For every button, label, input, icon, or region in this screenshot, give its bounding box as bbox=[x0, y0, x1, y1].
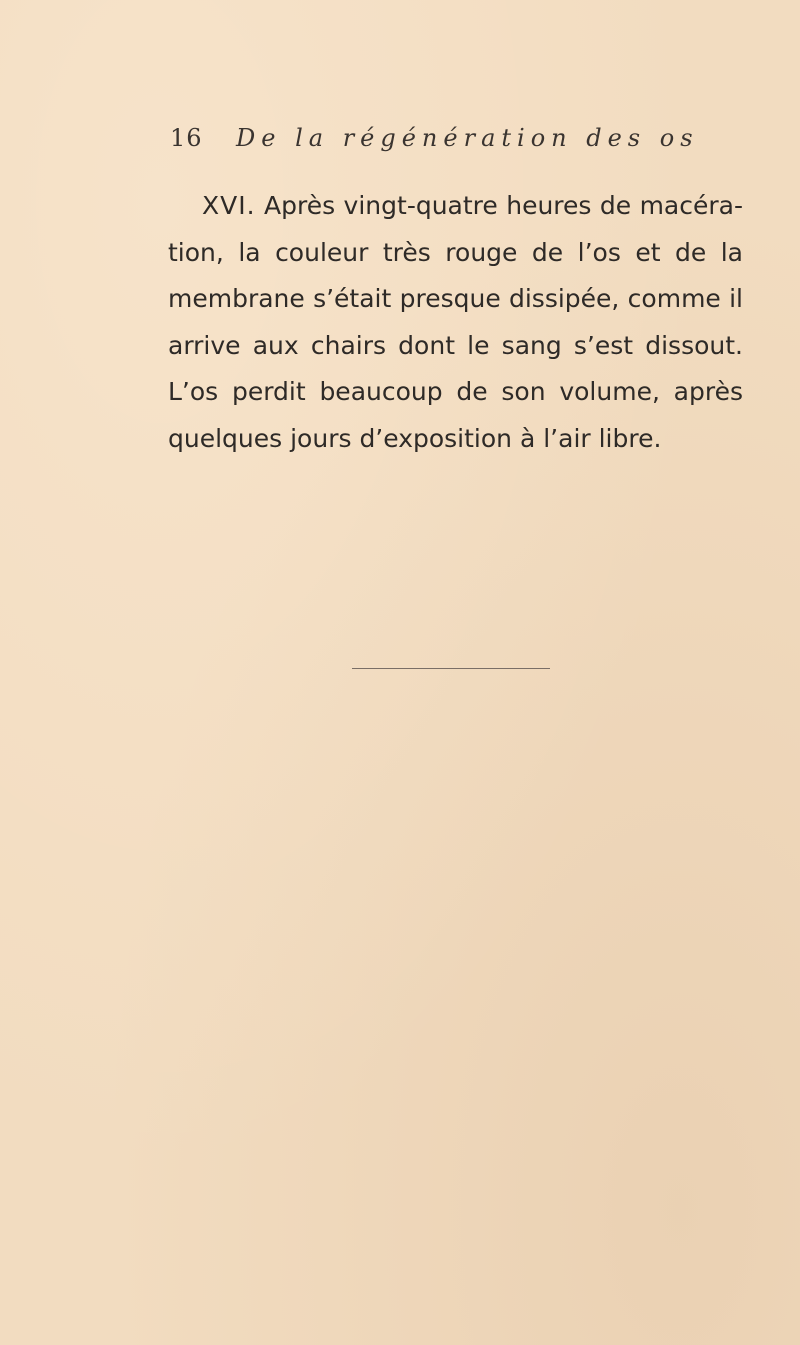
section-number: XVI. bbox=[202, 191, 256, 220]
running-header bbox=[170, 124, 699, 164]
paragraph bbox=[168, 183, 743, 462]
paragraph-text: Après vingt-quatre heures de macération, la couleur très rouge de l’os et de la membrane s’était presque dissipée, comme il arrive aux chairs dont le sang s’est dissout. L’os perdit beaucoup de son volume, après quelques jours d’exposition à l’air libre. bbox=[168, 191, 743, 453]
page-number: 16 bbox=[170, 124, 203, 152]
running-title: De la régénération des os bbox=[236, 124, 699, 152]
body-text bbox=[168, 183, 743, 462]
section-divider bbox=[352, 668, 550, 669]
